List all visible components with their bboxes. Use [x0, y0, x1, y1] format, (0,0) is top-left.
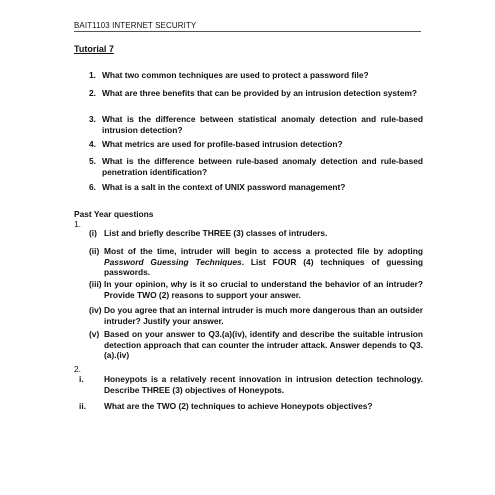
question-number: 5. — [89, 156, 96, 166]
past-year-heading: Past Year questions — [74, 209, 154, 219]
question-text: What are three benefits that can be provided by an intrusion detection system? — [102, 88, 418, 98]
part-text: In your opinion, why is it so crucial to understand the behavior of an intruder? Provide TWO (2) reasons to support your answer. — [104, 279, 423, 300]
part-text: Based on your answer to Q3.(a)(iv), identify and describe the suitable intrusion detection approach that can counter the intruder attack. Answer depends to Q3.(a).(iv) — [104, 329, 423, 360]
question-text: What metrics are used for profile-based intrusion detection? — [102, 139, 343, 149]
part-text: List and briefly describe THREE (3) classes of intruders. — [104, 228, 328, 238]
part-text-before: Most of the time, intruder will begin to access a protected file by adopting — [104, 246, 423, 256]
part-text-italic: Password Guessing Techniques — [104, 256, 242, 267]
part-text: Do you agree that an internal intruder is much more dangerous than an outsider intruder? Justify your answer. — [104, 305, 423, 326]
question-number: 3. — [89, 114, 96, 124]
part-number: i. — [79, 374, 84, 384]
part-text: Honeypots is a relatively recent innovation in intrusion detection technology. Describe THREE (3) objectives of Honeypots. — [104, 374, 423, 395]
part-number: (v) — [89, 329, 100, 339]
question-number: 1. — [89, 70, 96, 80]
part-text — [104, 246, 423, 278]
part-number: (i) — [89, 228, 97, 238]
part-number: (ii) — [89, 246, 100, 256]
part-number: ii. — [79, 401, 86, 411]
past-year-question-number: 2. — [74, 364, 81, 374]
tutorial-title: Tutorial 7 — [74, 44, 114, 54]
part-number: (iii) — [89, 279, 102, 289]
part-text-after: . List FOUR (4) techniques of guessing passwords. — [104, 256, 423, 277]
part-number: (iv) — [89, 305, 102, 315]
course-header: BAIT1103 INTERNET SECURITY — [74, 21, 421, 32]
part-text: What are the TWO (2) techniques to achieve Honeypots objectives? — [104, 401, 373, 411]
question-text: What is a salt in the context of UNIX password management? — [102, 182, 346, 192]
question-number: 4. — [89, 139, 96, 149]
question-number: 6. — [89, 182, 96, 192]
past-year-question-number: 1. — [74, 219, 81, 229]
question-text: What two common techniques are used to protect a password file? — [102, 70, 369, 80]
question-text: What is the difference between rule-based anomaly detection and rule-based penetration identification? — [102, 156, 423, 177]
question-text: What is the difference between statistical anomaly detection and rule-based intrusion detection? — [102, 114, 423, 135]
question-number: 2. — [89, 88, 96, 98]
